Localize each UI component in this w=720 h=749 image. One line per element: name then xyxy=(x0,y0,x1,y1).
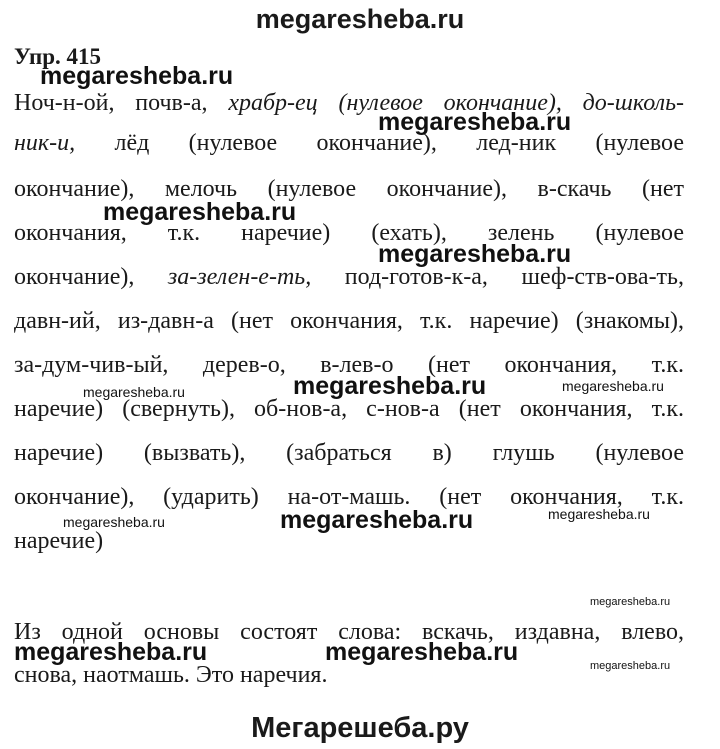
watermark: megaresheba.ru xyxy=(14,638,208,666)
text-line-9 xyxy=(14,438,684,468)
line-text: наречие) (свернуть), об-нов-а, с-нов-а (нет окончания, т.к. xyxy=(14,396,684,422)
text-line-1 xyxy=(14,88,684,118)
line-text: окончание), (ударить) на-от-машь. (нет окончания, т.к. xyxy=(14,484,684,510)
watermark: megaresheba.ru xyxy=(562,378,664,394)
line-text-italic: за-зелен-е-ть, xyxy=(167,264,312,290)
watermark: megaresheba.ru xyxy=(83,384,185,400)
watermark: megaresheba.ru xyxy=(103,198,297,226)
watermark: megaresheba.ru xyxy=(325,638,519,666)
line-text: окончание), мелочь (нулевое окончание), в-скачь (нет xyxy=(14,176,684,202)
text-line-5 xyxy=(14,262,684,292)
line-text: лёд (нулевое окончание), лед-ник (нулевое xyxy=(75,130,684,156)
line-text: за-дум-чив-ый, дерев-о, в-лев-о (нет окончания, т.к. xyxy=(14,352,684,378)
watermark: megaresheba.ru xyxy=(378,108,572,136)
watermark: megaresheba.ru xyxy=(590,660,671,672)
site-footer: Мегарешеба.ру xyxy=(251,712,469,744)
line-text-italic: ник-и, xyxy=(14,130,76,156)
watermark: megaresheba.ru xyxy=(40,62,234,90)
line-text: окончания, т.к. наречие) (ехать), зелень (нулевое xyxy=(14,220,684,246)
line-text-italic: храбр-ец (нулевое окончание), до-школь- xyxy=(228,90,684,116)
exercise-number: Упр. 415 xyxy=(14,44,102,69)
watermark: megaresheba.ru xyxy=(280,506,474,534)
line-text: под-готов-к-а, шеф-ств-ова-ть, xyxy=(311,264,684,290)
text-line-2 xyxy=(14,128,684,158)
line-text: Ноч-н-ой, почв-а, xyxy=(14,90,229,116)
watermark: megaresheba.ru xyxy=(378,240,572,268)
watermark: megaresheba.ru xyxy=(590,596,671,608)
line-text: Из одной основы состоят слова: вскачь, издавна, влево, xyxy=(14,619,684,645)
line-text: наречие) xyxy=(14,528,104,554)
watermark: megaresheba.ru xyxy=(63,514,165,530)
watermark: megaresheba.ru xyxy=(293,372,487,400)
watermark: megaresheba.ru xyxy=(548,506,650,522)
site-header: megaresheba.ru xyxy=(255,4,465,34)
line-text: снова, наотмашь. Это наречия. xyxy=(14,662,328,688)
line-text: окончание), xyxy=(14,264,168,290)
line-text: наречие) (вызвать), (забраться в) глушь (нулевое xyxy=(14,440,684,466)
text-line-6 xyxy=(14,306,684,336)
line-text: давн-ий, из-давн-а (нет окончания, т.к. наречие) (знакомы), xyxy=(14,308,684,334)
